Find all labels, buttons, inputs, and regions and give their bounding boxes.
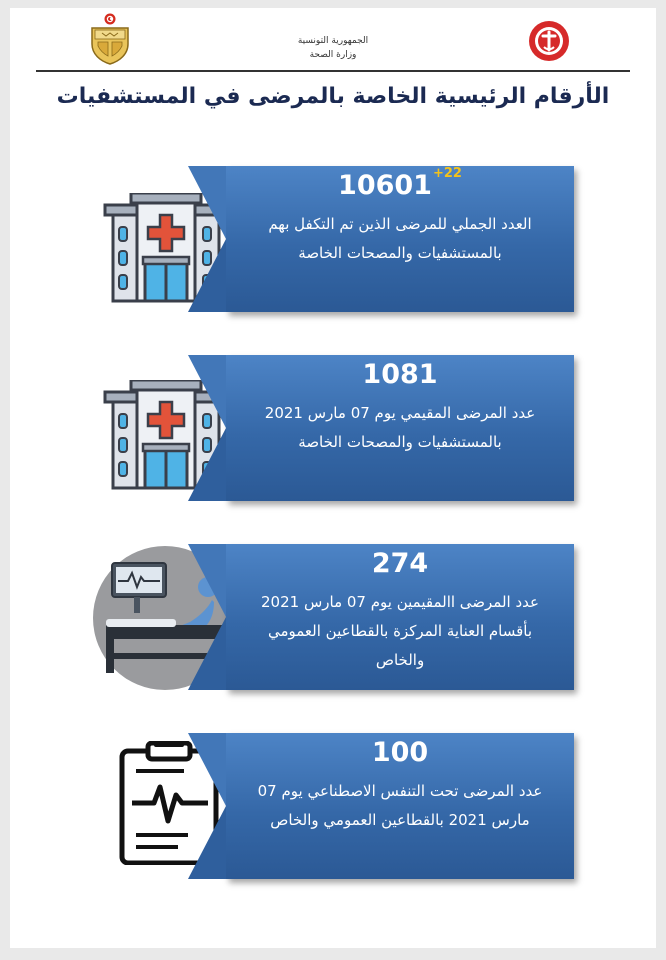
- stat-label: العدد الجملي للمرضى الذين تم التكفل بهم بالمستشفيات والمصحات الخاصة: [268, 215, 532, 262]
- stat-value: 1081: [362, 359, 438, 390]
- header-divider: [36, 70, 630, 72]
- stat-card-inpatients: [226, 355, 574, 501]
- ministry-line-health: وزارة الصحة: [309, 50, 357, 60]
- ministry-of-health-logo-icon: [528, 20, 570, 62]
- tunisia-coat-of-arms-icon: [86, 12, 134, 66]
- stat-card-ventilation: [226, 733, 574, 879]
- stat-value: 100: [371, 737, 429, 768]
- stat-card-icu: [226, 544, 574, 690]
- ministry-line-country: الجمهورية التونسية: [297, 36, 369, 46]
- stat-delta: +22: [432, 166, 462, 181]
- stat-value: $10601^{+22}$: [338, 166, 462, 201]
- stat-label: عدد المرضى تحت التنفس الاصطناعي يوم 07 مارس 2021 بالقطاعين العمومي والخاص: [257, 782, 543, 829]
- page-title: الأرقام الرئيسية الخاصة بالمرضى في المستشفيات: [56, 84, 610, 109]
- ministry-header: [256, 34, 410, 62]
- stat-value: 274: [371, 548, 429, 579]
- stat-label: عدد المرضى االمقيمين يوم 07 مارس 2021 بأقسام العناية المركزة بالقطاعين العمومي والخاص: [260, 593, 539, 669]
- stat-card-total-patients: [226, 166, 574, 312]
- stat-label: عدد المرضى المقيمي يوم 07 مارس 2021 بالمستشفيات والمصحات الخاصة: [264, 404, 536, 451]
